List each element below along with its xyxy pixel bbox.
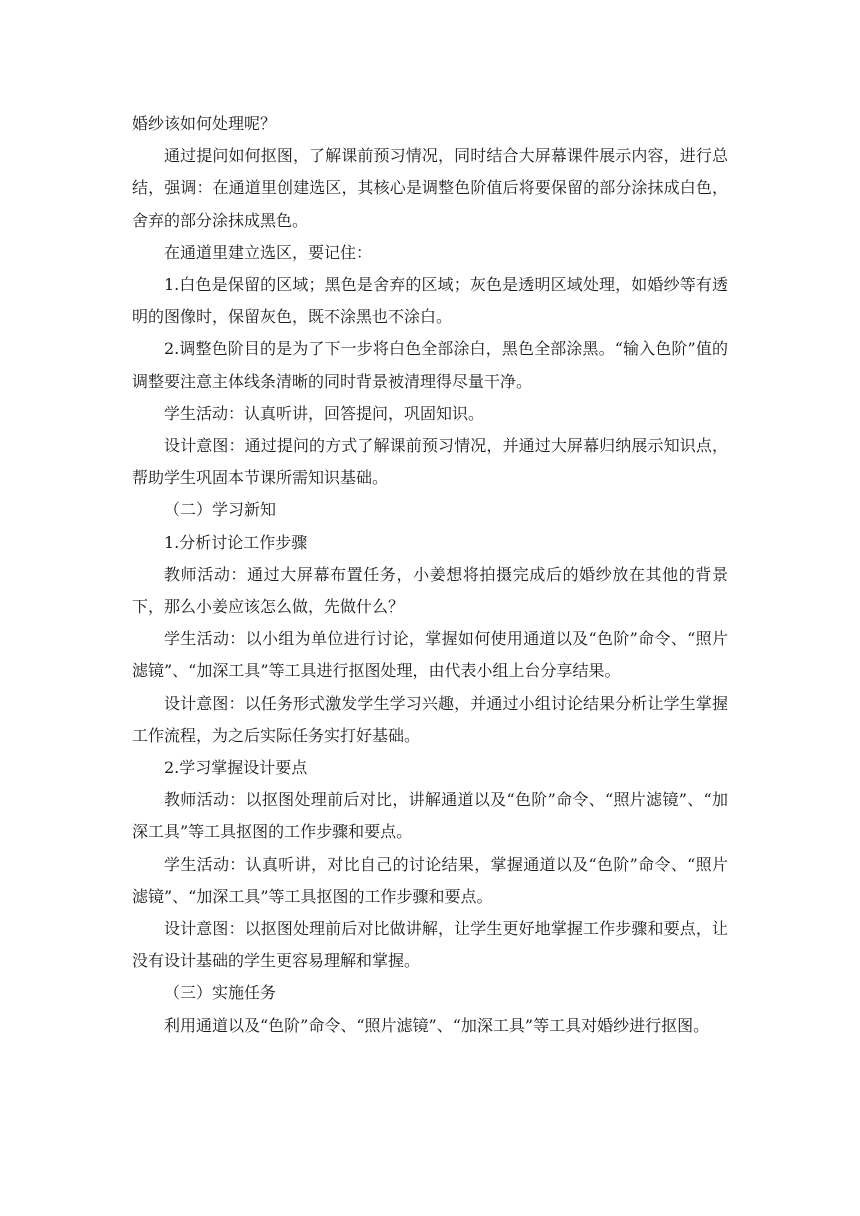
paragraph-design-intent: 设计意图：以任务形式激发学生学习兴趣，并通过小组讨论结果分析让学生掌握工作流程，为之后实际任务实打好基础。 (132, 693, 728, 745)
list-item-1: 1.白色是保留的区域；黑色是舍弃的区域；灰色是透明区域处理，如婚纱等有透明的图像时，保留灰色，既不涂黑也不涂白。 (132, 275, 728, 327)
section-heading-learn-new: （二）学习新知 (164, 500, 277, 520)
paragraph-remember-intro: 在通道里建立选区，要记住： (164, 242, 373, 262)
paragraph-student-activity: 学生活动：认真听讲，对比自己的讨论结果，掌握通道以及“色阶”命令、“照片滤镜”、“加深工具”等工具抠图的工作步骤和要点。 (132, 854, 728, 906)
paragraph-teacher-activity: 教师活动：通过大屏幕布置任务，小姜想将拍摄完成后的婚纱放在其他的背景下，那么小姜应该怎么做，先做什么？ (132, 564, 728, 617)
paragraph-summary: 通过提问如何抠图，了解课前预习情况，同时结合大屏幕课件展示内容，进行总结，强调：在通道里创建选区，其核心是调整色阶值后将要保留的部分涂抹成白色，舍弃的部分涂抹成黑色。 (132, 146, 728, 230)
paragraph-task: 利用通道以及“色阶”命令、“照片滤镜”、“加深工具”等工具对婚纱进行抠图。 (164, 1015, 710, 1035)
subheading-design-points: 2.学习掌握设计要点 (164, 758, 308, 778)
document-body (132, 108, 728, 1042)
paragraph-teacher-activity: 教师活动：以抠图处理前后对比，讲解通道以及“色阶”命令、“照片滤镜”、“加深工具”等工具抠图的工作步骤和要点。 (132, 790, 728, 842)
paragraph-design-intent: 设计意图：通过提问的方式了解课前预习情况，并通过大屏幕归纳展示知识点，帮助学生巩固本节课所需知识基础。 (132, 436, 728, 488)
paragraph-student-activity: 学生活动：认真听讲，回答提问，巩固知识。 (164, 403, 485, 423)
subheading-analysis: 1.分析讨论工作步骤 (164, 532, 308, 552)
paragraph-design-intent: 设计意图：以抠图处理前后对比做讲解，让学生更好地掌握工作步骤和要点，让没有设计基础的学生更容易理解和掌握。 (132, 919, 728, 971)
paragraph-continuation: 婚纱该如何处理呢？ (132, 114, 277, 133)
paragraph-student-activity: 学生活动：以小组为单位进行讨论，掌握如何使用通道以及“色阶”命令、“照片滤镜”、“加深工具”等工具进行抠图处理，由代表小组上台分享结果。 (132, 629, 728, 681)
section-heading-implement: （三）实施任务 (164, 983, 277, 1003)
list-item-2: 2.调整色阶目的是为了下一步将白色全部涂白，黑色全部涂黑。“输入色阶”值的调整要注意主体线条清晰的同时背景被清理得尽量干净。 (132, 339, 728, 391)
